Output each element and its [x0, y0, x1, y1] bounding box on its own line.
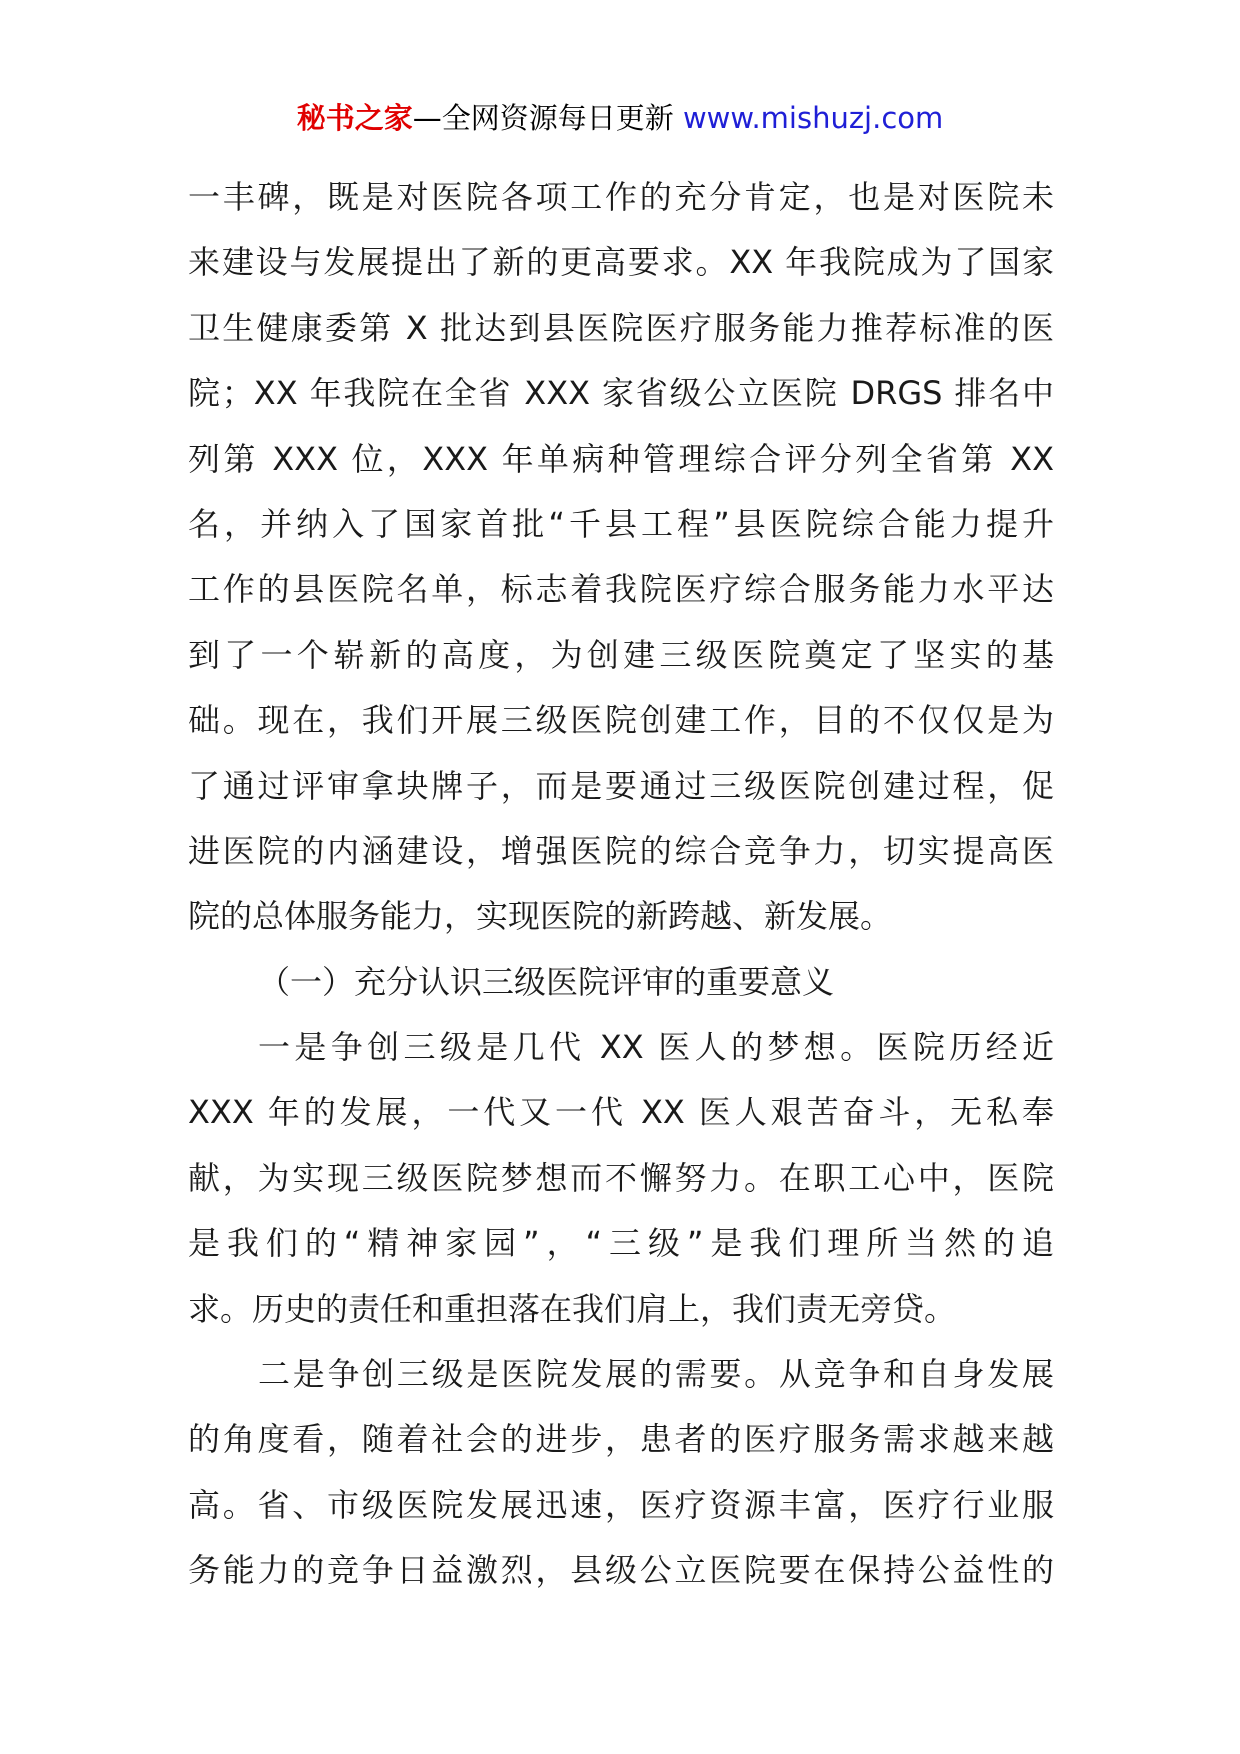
body-line: 列第 XXX 位，XXX 年单病种管理综合评分列全省第 XX — [188, 439, 1054, 478]
body-line: 了通过评审拿块牌子，而是要通过三级医院创建过程，促 — [188, 766, 1054, 805]
body-line: 来建设与发展提出了新的更高要求。XX 年我院成为了国家 — [188, 243, 1054, 282]
body-line: 献，为实现三级医院梦想而不懈努力。在职工心中，医院 — [188, 1158, 1054, 1197]
body-line: 名，并纳入了国家首批“千县工程”县医院综合能力提升 — [188, 504, 1054, 543]
body-line: 是我们的“精神家园”，“三级”是我们理所当然的追 — [188, 1224, 1054, 1263]
body-line: 一丰碑，既是对医院各项工作的充分肯定，也是对医院未 — [188, 178, 1054, 216]
section-heading: （一）充分认识三级医院评审的重要意义 — [258, 962, 835, 1001]
body-line: 到了一个崭新的高度，为创建三级医院奠定了坚实的基 — [188, 635, 1054, 674]
brand-name: 秘书之家 — [296, 101, 413, 135]
body-line: 求。历史的责任和重担落在我们肩上，我们责无旁贷。 — [188, 1289, 957, 1328]
document-body — [188, 165, 1054, 1604]
body-line: 工作的县医院名单，标志着我院医疗综合服务能力水平达 — [188, 570, 1054, 609]
body-line: 卫生健康委第 X 批达到县医院医疗服务能力推荐标准的医 — [188, 308, 1054, 347]
body-line: 础。现在，我们开展三级医院创建工作，目的不仅仅是为 — [188, 701, 1054, 740]
body-line: XXX 年的发展，一代又一代 XX 医人艰苦奋斗，无私奉 — [188, 1093, 1054, 1132]
page-header — [0, 98, 1240, 138]
body-line: 二是争创三级是医院发展的需要。从竞争和自身发展 — [258, 1355, 1054, 1394]
body-line: 院；XX 年我院在全省 XXX 家省级公立医院 DRGS 排名中 — [188, 374, 1054, 413]
body-line: 的角度看，随着社会的进步，患者的医疗服务需求越来越 — [188, 1420, 1054, 1459]
body-line: 一是争创三级是几代 XX 医人的梦想。医院历经近 — [258, 1028, 1054, 1067]
body-line: 务能力的竞争日益激烈，县级公立医院要在保持公益性的 — [188, 1551, 1054, 1590]
header-tagline: —全网资源每日更新 — [412, 101, 674, 135]
body-line: 院的总体服务能力，实现医院的新跨越、新发展。 — [188, 897, 893, 936]
site-url-link[interactable]: www.mishuzj.com — [682, 101, 944, 135]
body-line: 进医院的内涵建设，增强医院的综合竞争力，切实提高医 — [188, 831, 1054, 870]
body-line: 高。省、市级医院发展迅速，医疗资源丰富，医疗行业服 — [188, 1485, 1054, 1524]
